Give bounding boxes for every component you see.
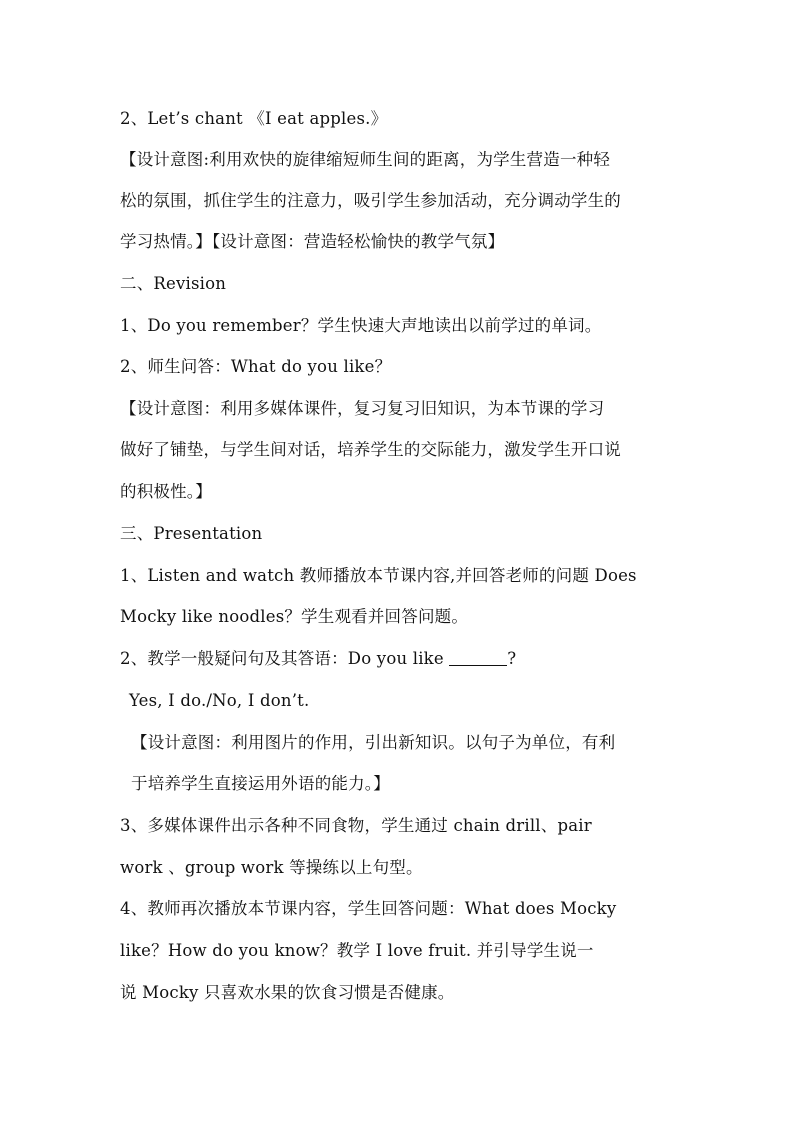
presentation-intent-line-1: 【设计意图：利用图片的作用，引出新知识。以句子为单位，有利	[131, 733, 616, 752]
presentation-intent-line-2: 于培养学生直接运用外语的能力。】	[131, 774, 390, 793]
presentation-item-3-line-2: work 、group work 等操练以上句型。	[120, 858, 423, 877]
presentation-item-1-line-2: Mocky like noodles？学生观看并回答问题。	[120, 607, 469, 626]
chant-line: 2、Let’s chant 《I eat apples.》	[120, 109, 388, 128]
question-mark: ?	[507, 649, 517, 668]
presentation-item-1-line-1: 1、Listen and watch 教师播放本节课内容,并回答老师的问题 Does	[120, 566, 637, 585]
revision-item-2: 2、师生问答：What do you like？	[120, 357, 392, 376]
revision-intent-line-2: 做好了铺垫，与学生间对话，培养学生的交际能力，激发学生开口说	[120, 440, 621, 459]
section-heading-revision: 二、Revision	[120, 274, 227, 293]
design-intent-line-2: 松的氛围，抓住学生的注意力，吸引学生参加活动，充分调动学生的	[120, 191, 621, 210]
presentation-item-3-line-1: 3、多媒体课件出示各种不同食物，学生通过 chain drill、pair	[120, 816, 592, 835]
presentation-item-4-line-2: like？How do you know？教学 I love fruit. 并引导学生说一	[120, 941, 594, 960]
revision-item-1: 1、Do you remember？学生快速大声地读出以前学过的单词。	[120, 316, 602, 335]
question-text: 2、教学一般疑问句及其答语：Do you like	[120, 649, 450, 668]
revision-intent-line-1: 【设计意图：利用多媒体课件，复习复习旧知识，为本节课的学习	[120, 399, 605, 418]
section-heading-presentation: 三、Presentation	[120, 524, 263, 543]
fill-in-blank	[449, 649, 507, 666]
presentation-item-4-line-1: 4、教师再次播放本节课内容，学生回答问题：What does Mocky	[120, 899, 617, 918]
answer-line: Yes, I do./No, I don’t.	[129, 691, 310, 710]
presentation-item-4-line-3: 说 Mocky 只喜欢水果的饮食习惯是否健康。	[120, 983, 455, 1002]
design-intent-line-3: 学习热情。】【设计意图：营造轻松愉快的教学气氛】	[120, 232, 505, 251]
presentation-item-2	[120, 648, 690, 670]
design-intent-line-1: 【设计意图:利用欢快的旋律缩短师生间的距离，为学生营造一种轻	[120, 150, 611, 169]
revision-intent-line-3: 的积极性。】	[120, 482, 212, 501]
